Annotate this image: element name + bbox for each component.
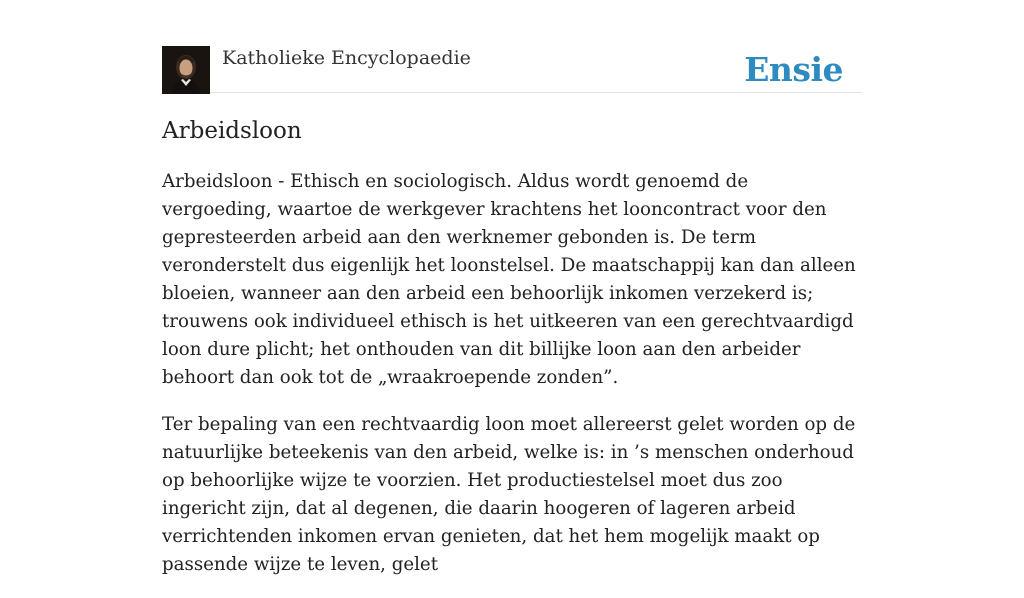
brand-logo[interactable]: Ensie xyxy=(744,50,843,89)
article-title: Arbeidsloon xyxy=(162,118,302,144)
article-paragraph: Ter bepaling van een rechtvaardig loon moet allereerst gelet worden op de natuurlijke beteekenis van den arbeid, welke is: in ’s menschen onderhoud op behoorlijke wijze te voorzien. Het productiestelsel moet dus zoo ingericht zijn, dat al degenen, die daarin hoogeren of lageren arbeid verrichtenden inkomen ervan genieten, dat het hem mogelijk maakt op passende wijze te leven, gelet xyxy=(162,414,856,575)
site-header xyxy=(162,42,862,93)
portrait-icon xyxy=(162,46,210,94)
article-body xyxy=(162,168,862,598)
source-name[interactable]: Katholieke Encyclopaedie xyxy=(222,47,471,69)
article-paragraph: Arbeidsloon - Ethisch en sociologisch. Aldus wordt genoemd de vergoeding, waartoe de werkgever krachtens het looncontract voor den gepresteerden arbeid aan den werknemer gebonden is. De term veronderstelt dus eigenlijk het loonstelsel. De maatschappij kan dan alleen bloeien, wanneer aan den arbeid een behoorlijk inkomen verzekerd is; trouwens ook individueel ethisch is het uitkeeren van een gerechtvaardigd loon dure plicht; het onthouden van dit billijke loon aan den arbeider behoort dan ook tot de „wraakroepende zonden”. xyxy=(162,171,856,388)
avatar[interactable] xyxy=(162,46,210,94)
